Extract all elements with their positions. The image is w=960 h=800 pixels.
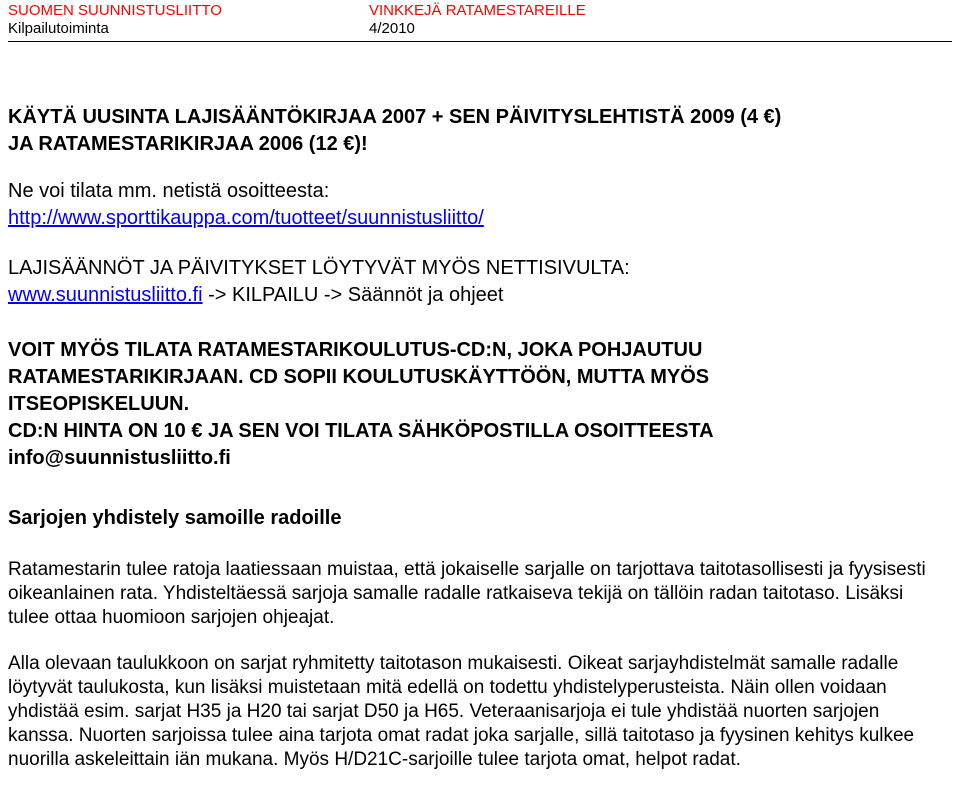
- rules-link[interactable]: www.suunnistusliitto.fi: [8, 284, 203, 306]
- cd-line-1: VOIT MYÖS TILATA RATAMESTARIKOULUTUS-CD:N, JOKA POHJAUTUU: [8, 339, 703, 361]
- cd-line-3: ITSEOPISKELUUN.: [8, 393, 190, 415]
- cd-line-4: CD:N HINTA ON 10 € JA SEN VOI TILATA SÄHKÖPOSTILLA OSOITTEESTA: [8, 420, 714, 442]
- section-paragraph-1: Ratamestarin tulee ratoja laatiessaan muistaa, että jokaiselle sarjalle on tarjottava taitotasollisesti ja fyysisesti oikeanlainen rata. Yhdisteltäessä sarjoja samalle radalle ratkaiseva tekijä on tällöin radan taitotaso. Lisäksi tulee ottaa huomioon sarjojen ohjeajat.: [8, 559, 926, 628]
- section-paragraph-2: Alla olevaan taulukkoon on sarjat ryhmitetty taitotason mukaisesti. Oikeat sarjayhdistelmät samalle radalle löytyvät taulukosta, kun lisäksi muistetaan mitä edellä on todettu yhdistelyperusteista. Näin ollen voidaan yhdistää esim. sarjat H35 ja H20 tai sarjat D50 ja H65. Veteraanisarjoja ei tule yhdistää nuorten sarjojen kanssa. Nuorten sarjoissa tulee aina tarjota omat radat joka sarjalle, sillä taitotaso ja fyysinen kehitys kulkee nuorilla askeleittain iän mukana. Myös H/D21C-sarjoille tulee tarjota omat, helpot radat.: [8, 653, 915, 770]
- order-link[interactable]: http://www.sporttikauppa.com/tuotteet/suunnistusliitto/: [8, 207, 484, 229]
- cd-line-2: RATAMESTARIKIRJAAN. CD SOPII KOULUTUSKÄYTTÖÖN, MUTTA MYÖS: [8, 366, 710, 388]
- header-second-row: [8, 20, 952, 42]
- rules-heading: LAJISÄÄNNÖT JA PÄIVITYKSET LÖYTYVÄT MYÖS NETTISIVULTA:: [8, 257, 630, 279]
- notice-block: [8, 104, 952, 232]
- header-dept: Kilpailutoiminta: [8, 20, 109, 37]
- cd-line-5: info@suunnistusliitto.fi: [8, 447, 231, 469]
- page-header: [8, 0, 952, 42]
- cd-block: [8, 337, 952, 472]
- rules-path: -> KILPAILU -> Säännöt ja ohjeet: [202, 284, 504, 306]
- notice-line-2: JA RATAMESTARIKIRJAA 2006 (12 €)!: [8, 133, 368, 155]
- header-issue: 4/2010: [369, 20, 415, 37]
- section-heading: Sarjojen yhdistely samoille radoille: [8, 507, 342, 529]
- header-title: VINKKEJÄ RATAMESTAREILLE: [369, 2, 586, 19]
- notice-line-1: KÄYTÄ UUSINTA LAJISÄÄNTÖKIRJAA 2007 + SEN PÄIVITYSLEHTISTÄ 2009 (4 €): [8, 106, 782, 128]
- header-org: SUOMEN SUUNNISTUSLIITTO: [8, 2, 222, 19]
- section-block: [8, 506, 952, 772]
- rules-block: [8, 255, 952, 309]
- order-line: Ne voi tilata mm. netistä osoitteesta:: [8, 180, 330, 202]
